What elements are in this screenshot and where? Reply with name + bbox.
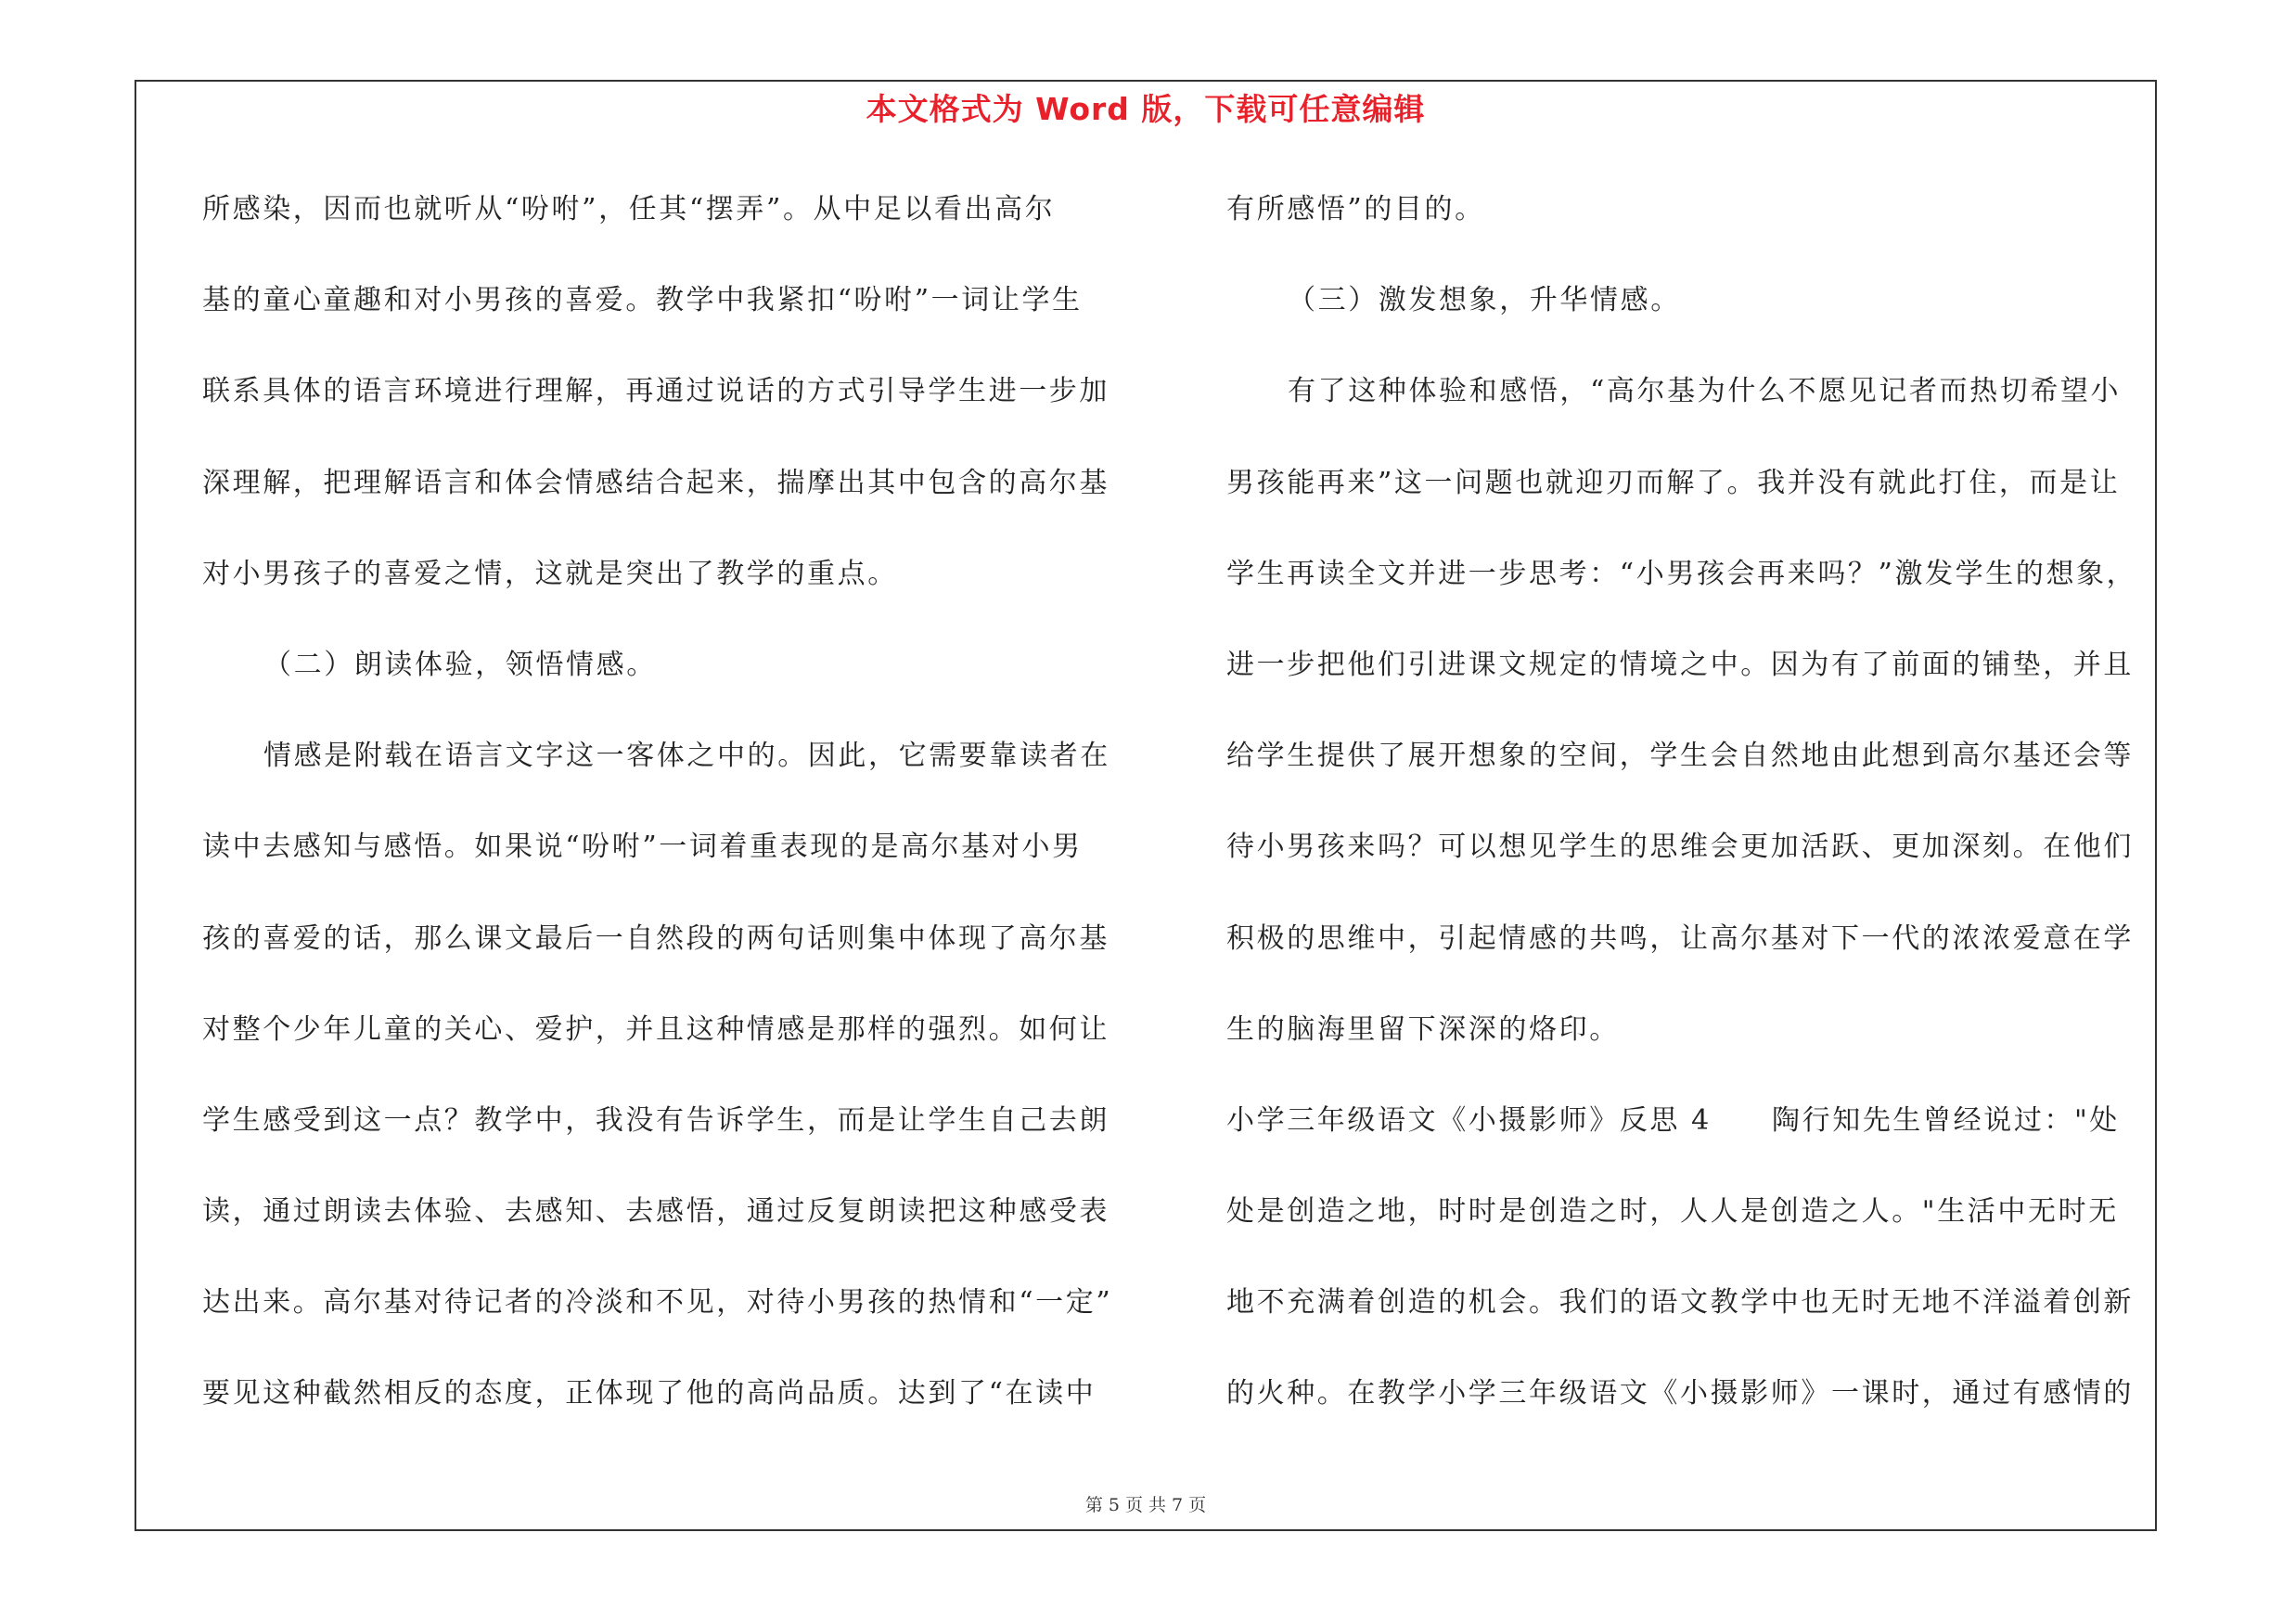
text-line: 基的童心童趣和对小男孩的喜爱。教学中我紧扣“吩咐”一词让学生 xyxy=(202,284,1083,317)
text-line: 要见这种截然相反的态度，正体现了他的高尚品质。达到了“在读中 xyxy=(202,1377,1097,1410)
text-line: 深理解，把理解语言和体会情感结合起来，揣摩出其中包含的高尔基 xyxy=(202,466,1110,499)
text-line: 对小男孩子的喜爱之情，这就是突出了教学的重点。 xyxy=(202,557,898,590)
section-heading: （二）朗读体验，领悟情感。 xyxy=(263,648,657,681)
text-line: 的火种。在教学小学三年级语文《小摄影师》一课时，通过有感情的 xyxy=(1226,1377,2134,1410)
text-line: 生的脑海里留下深深的烙印。 xyxy=(1226,1012,1620,1046)
text-line: 处是创造之地，时时是创造之时，人人是创造之人。"生活中无时无 xyxy=(1226,1195,2119,1229)
text-line: 所感染，因而也就听从“吩咐”，任其“摆弄”。从中足以看出高尔 xyxy=(202,193,1056,225)
text-line: 待小男孩来吗？可以想见学生的思维会更加活跃、更加深刻。在他们 xyxy=(1226,831,2134,864)
text-line: 孩的喜爱的话，那么课文最后一自然段的两句话则集中体现了高尔基 xyxy=(202,921,1110,955)
text-line: 学生感受到这一点？教学中，我没有告诉学生，而是让学生自己去朗 xyxy=(202,1103,1110,1137)
page-number: 第 5 页 共 7 页 xyxy=(1084,1495,1207,1515)
text-line: 进一步把他们引进课文规定的情境之中。因为有了前面的铺垫，并且 xyxy=(1226,648,2134,681)
text-line: 对整个少年儿童的关心、爱护，并且这种情感是那样的强烈。如何让 xyxy=(202,1012,1110,1046)
text-line: 读中去感知与感悟。如果说“吩咐”一词着重表现的是高尔基对小男 xyxy=(202,831,1083,864)
section-heading: （三）激发想象，升华情感。 xyxy=(1288,284,1681,317)
left-column xyxy=(202,182,1130,1458)
text-line: 有所感悟”的目的。 xyxy=(1226,193,1485,225)
document-banner: 本文格式为 Word 版，下载可任意编辑 xyxy=(866,91,1426,127)
text-line: 联系具体的语言环境进行理解，再通过说话的方式引导学生进一步加 xyxy=(202,375,1110,408)
paragraph-start: 情感是附载在语言文字这一客体之中的。因此，它需要靠读者在 xyxy=(263,740,1110,773)
text-line: 小学三年级语文《小摄影师》反思 4 陶行知先生曾经说过："处 xyxy=(1226,1103,2121,1137)
right-column xyxy=(1226,182,2154,1458)
text-line: 给学生提供了展开想象的空间，学生会自然地由此想到高尔基还会等 xyxy=(1226,740,2134,773)
text-line: 积极的思维中，引起情感的共鸣，让高尔基对下一代的浓浓爱意在学 xyxy=(1226,921,2134,955)
text-line: 地不充满着创造的机会。我们的语文教学中也无时无地不洋溢着创新 xyxy=(1226,1286,2134,1320)
text-line: 读，通过朗读去体验、去感知、去感悟，通过反复朗读把这种感受表 xyxy=(202,1195,1110,1229)
text-line: 达出来。高尔基对待记者的冷淡和不见，对待小男孩的热情和“一定” xyxy=(202,1286,1113,1320)
text-line: 学生再读全文并进一步思考：“小男孩会再来吗？”激发学生的想象， xyxy=(1226,557,2137,590)
paragraph-start: 有了这种体验和感悟，“高尔基为什么不愿见记者而热切希望小 xyxy=(1288,375,2122,408)
text-line: 男孩能再来”这一问题也就迎刃而解了。我并没有就此打住，而是让 xyxy=(1226,466,2121,499)
